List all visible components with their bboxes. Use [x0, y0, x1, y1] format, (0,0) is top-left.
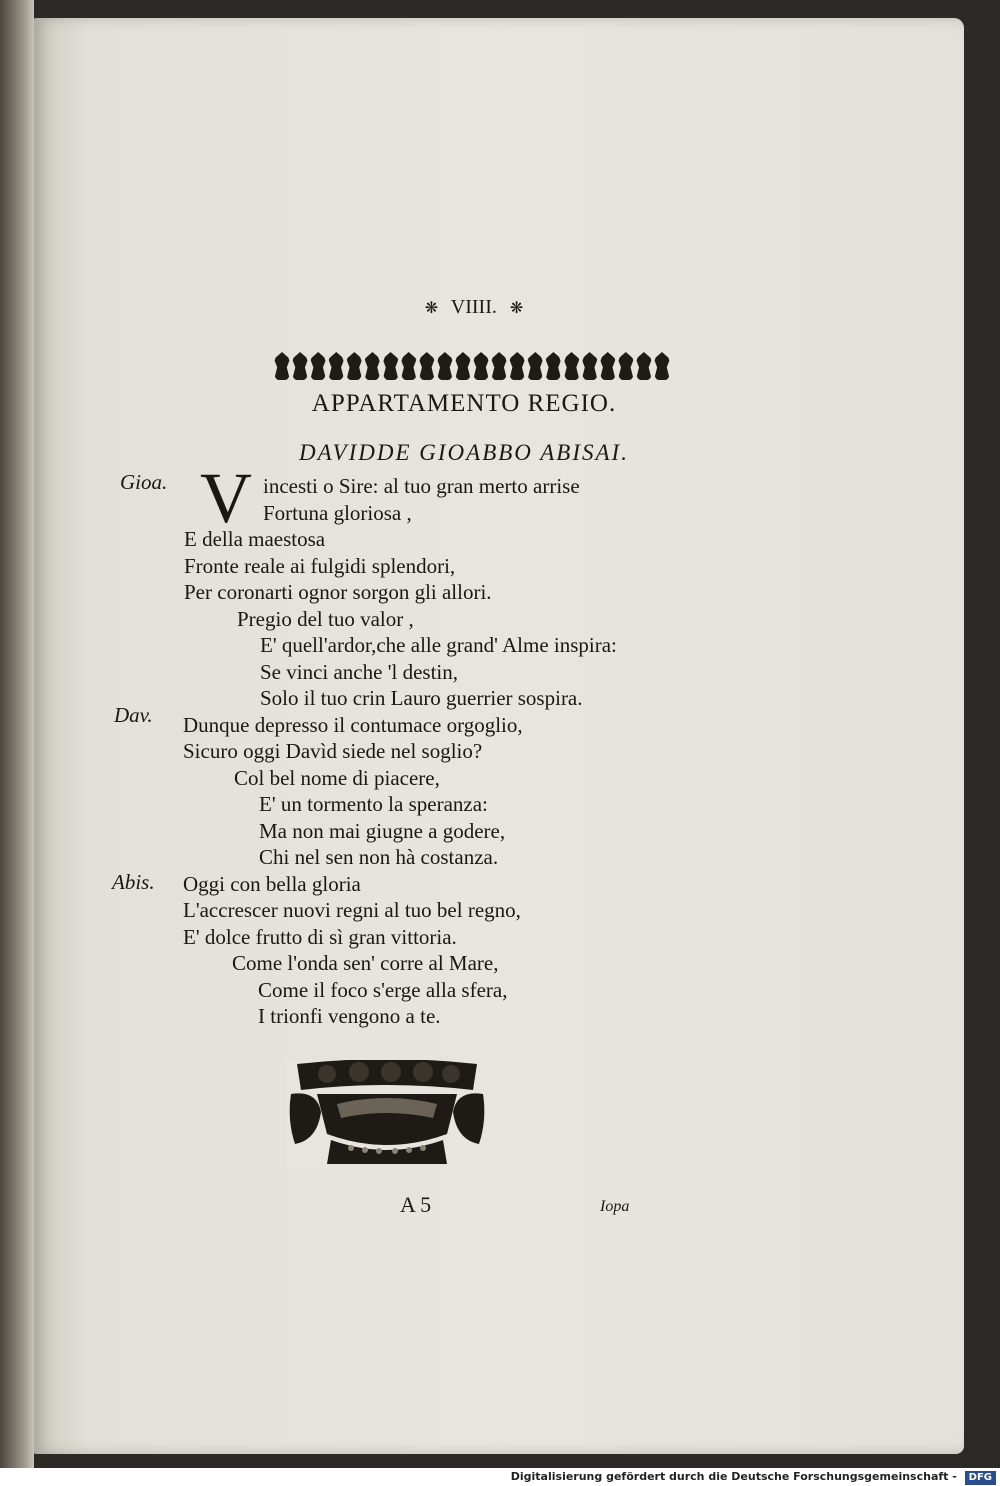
characters-heading: DAVIDDE GIOABBO ABISAI.: [299, 440, 629, 465]
drop-cap: V: [200, 458, 252, 538]
fleuron-right-icon: ❋: [509, 300, 524, 317]
verse-line: Solo il tuo crin Lauro guerrier sospira.: [260, 686, 583, 710]
fleuron-left-icon: ❋: [424, 300, 439, 317]
speaker-abis: Abis.: [112, 870, 155, 894]
woodcut-tailpiece-ornament-icon: [287, 1060, 487, 1168]
verse-line: Chi nel sen non hà costanza.: [259, 845, 499, 869]
book-page: [34, 18, 964, 1454]
section-title: APPARTAMENTO REGIO.: [311, 390, 617, 417]
verse-line: E' dolce frutto di sì gran vittoria.: [183, 925, 457, 949]
credit-text: Digitalisierung gefördert durch die Deutsche Forschungsgemeinschaft -: [510, 1470, 957, 1483]
verse-line: Fronte reale ai fulgidi splendori,: [184, 554, 456, 578]
verse-line: Come il foco s'erge alla sfera,: [258, 978, 508, 1002]
verse-line: Fortuna gloriosa ,: [263, 501, 412, 525]
dfg-logo: DFG: [965, 1471, 996, 1485]
verse-line: L'accrescer nuovi regni al tuo bel regno,: [183, 898, 521, 922]
page-number-text: VIIII.: [450, 296, 497, 318]
verse-line: E della maestosa: [184, 527, 326, 551]
verse-line: Ma non mai giugne a godere,: [259, 819, 506, 843]
verse-line: incesti o Sire: al tuo gran merto arrise: [263, 474, 580, 498]
catchword: Iopa: [600, 1198, 630, 1215]
verse-line: Col bel nome di piacere,: [234, 766, 440, 790]
digitization-credit-bar: [0, 1468, 1000, 1486]
signature-mark: A 5: [400, 1192, 432, 1217]
verse-line: E' quell'ardor,che alle grand' Alme inspira:: [260, 633, 617, 657]
verse-line: I trionfi vengono a te.: [258, 1004, 441, 1028]
headpiece-ornament-band: [274, 349, 670, 383]
speaker-gioa: Gioa.: [120, 470, 168, 494]
page-number: [34, 296, 914, 319]
verse-line: Oggi con bella gloria: [183, 872, 361, 896]
verse-line: Sicuro oggi Davìd siede nel soglio?: [183, 739, 483, 763]
verse-line: E' un tormento la speranza:: [259, 792, 488, 816]
speaker-dav: Dav.: [114, 703, 153, 727]
verse-line: Dunque depresso il contumace orgoglio,: [183, 713, 523, 737]
verse-line: Pregio del tuo valor ,: [237, 607, 414, 631]
verse-line: Per coronarti ognor sorgon gli allori.: [184, 580, 492, 604]
verse-line: Se vinci anche 'l destin,: [260, 660, 458, 684]
verse-line: Come l'onda sen' corre al Mare,: [232, 951, 499, 975]
book-binding-edge: [0, 0, 34, 1468]
